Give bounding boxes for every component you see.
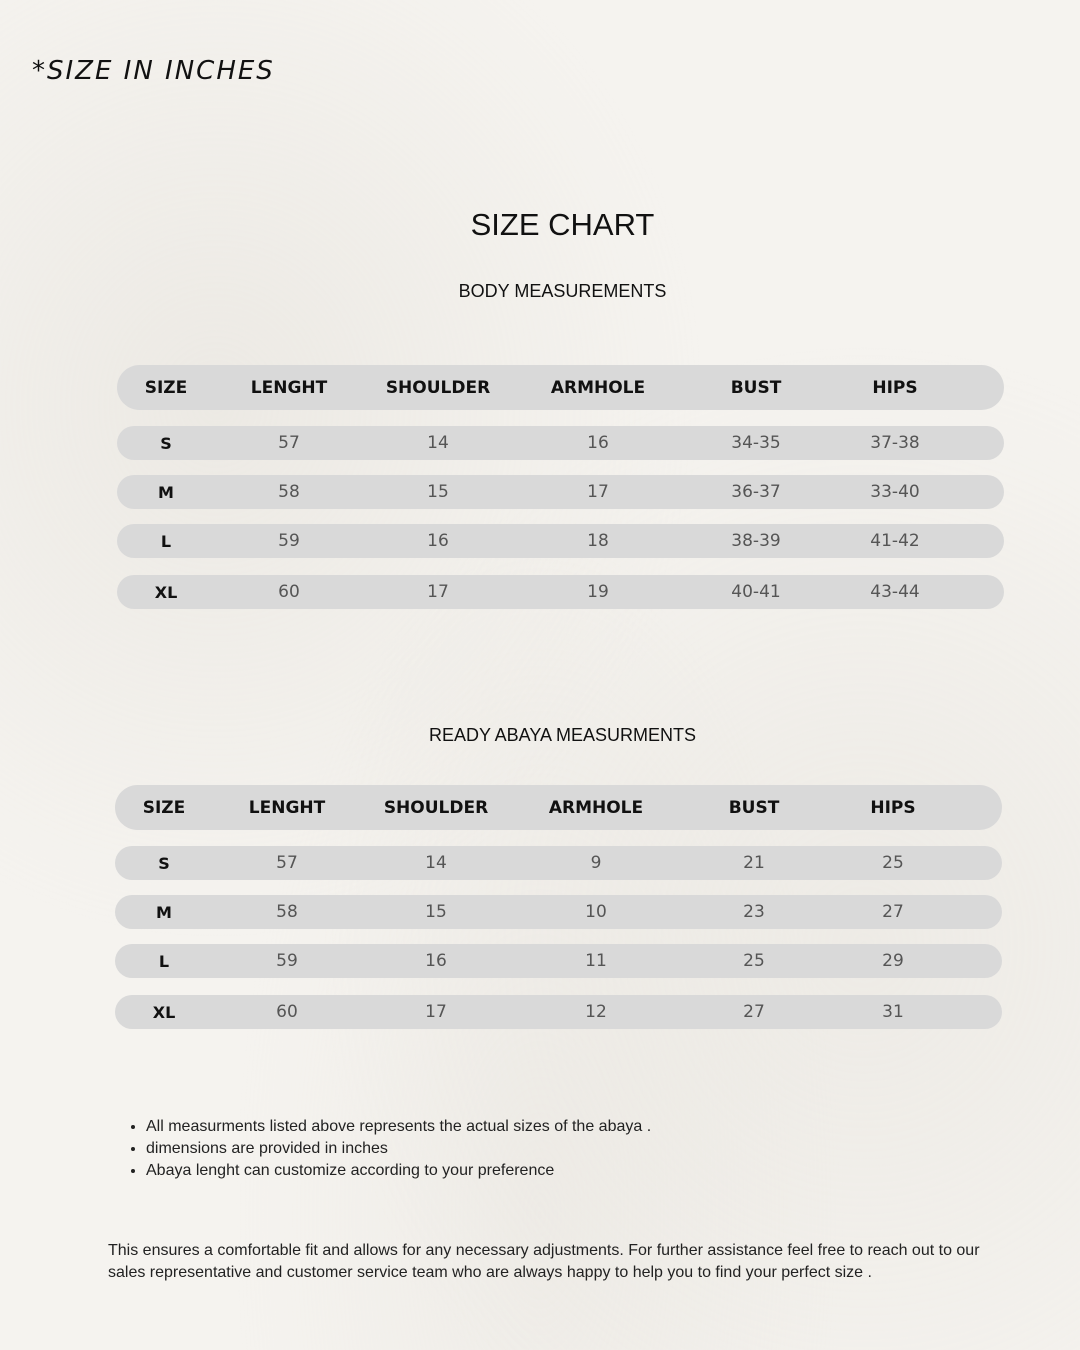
- table-header-row: [117, 365, 1004, 410]
- measurement-value: 40-41: [731, 582, 781, 602]
- measurement-value: 36-37: [731, 482, 781, 502]
- measurement-value: 29: [882, 951, 904, 971]
- column-header: ARMHOLE: [548, 797, 644, 818]
- size-label: M: [156, 902, 172, 922]
- measurement-value: 37-38: [870, 433, 920, 453]
- body-measurements-title: BODY MEASUREMENTS: [458, 281, 667, 301]
- measurement-value: 16: [427, 531, 449, 551]
- measurement-value: 59: [276, 951, 298, 971]
- measurement-value: 57: [276, 853, 298, 873]
- measurement-value: 41-42: [870, 531, 920, 551]
- notes-list: [108, 1116, 651, 1182]
- size-label: M: [158, 482, 174, 502]
- measurement-value: 11: [585, 951, 607, 971]
- measurement-value: 31: [882, 1002, 904, 1022]
- page-title: SIZE CHART: [470, 207, 655, 242]
- column-header: HIPS: [870, 797, 916, 818]
- size-label: XL: [154, 582, 178, 602]
- measurement-value: 14: [425, 853, 447, 873]
- column-header: SHOULDER: [383, 797, 489, 818]
- table-row: [117, 575, 1004, 609]
- column-header: LENGHT: [248, 797, 326, 818]
- column-header: LENGHT: [250, 377, 328, 398]
- measurement-value: 34-35: [731, 433, 781, 453]
- column-header: BUST: [730, 377, 782, 398]
- table-row: [115, 895, 1002, 929]
- table-row: [117, 524, 1004, 558]
- measurement-value: 17: [427, 582, 449, 602]
- measurement-value: 60: [278, 582, 300, 602]
- size-label: L: [160, 531, 172, 551]
- measurement-value: 25: [743, 951, 765, 971]
- measurement-value: 60: [276, 1002, 298, 1022]
- measurement-value: 15: [427, 482, 449, 502]
- table-row: [117, 475, 1004, 509]
- measurement-value: 19: [587, 582, 609, 602]
- column-header: SHOULDER: [385, 377, 491, 398]
- measurement-value: 59: [278, 531, 300, 551]
- measurement-value: 16: [587, 433, 609, 453]
- measurement-value: 9: [590, 853, 602, 873]
- measurement-value: 58: [278, 482, 300, 502]
- list-item: • Abaya lenght can customize according to your preference: [146, 1160, 651, 1182]
- column-header: BUST: [728, 797, 780, 818]
- column-header: SIZE: [142, 797, 186, 818]
- size-in-inches-note: *SIZE IN INCHES: [32, 56, 275, 86]
- size-label: S: [160, 433, 172, 453]
- measurement-value: 58: [276, 902, 298, 922]
- measurement-value: 17: [587, 482, 609, 502]
- measurement-value: 38-39: [731, 531, 781, 551]
- measurement-value: 21: [743, 853, 765, 873]
- list-item: • All measurments listed above represents the actual sizes of the abaya .: [146, 1116, 651, 1138]
- measurement-value: 27: [743, 1002, 765, 1022]
- measurement-value: 23: [743, 902, 765, 922]
- table-header-row: [115, 785, 1002, 830]
- column-header: HIPS: [872, 377, 918, 398]
- size-label: XL: [152, 1002, 176, 1022]
- column-header: SIZE: [144, 377, 188, 398]
- size-label: S: [158, 853, 170, 873]
- list-item: • dimensions are provided in inches: [146, 1138, 651, 1160]
- measurement-value: 43-44: [870, 582, 920, 602]
- table-row: [115, 846, 1002, 880]
- column-header: ARMHOLE: [550, 377, 646, 398]
- measurement-value: 25: [882, 853, 904, 873]
- measurement-value: 16: [425, 951, 447, 971]
- assistance-paragraph: This ensures a comfortable fit and allows for any necessary adjustments. For further assistance feel free to reach out to our sales representative and customer service team who are always happy to help you to find your perfect size .: [108, 1242, 980, 1281]
- measurement-value: 12: [585, 1002, 607, 1022]
- measurement-value: 17: [425, 1002, 447, 1022]
- abaya-measurements-title: READY ABAYA MEASURMENTS: [428, 725, 697, 745]
- measurement-value: 15: [425, 902, 447, 922]
- table-row: [115, 995, 1002, 1029]
- measurement-value: 33-40: [870, 482, 920, 502]
- measurement-value: 27: [882, 902, 904, 922]
- measurement-value: 10: [585, 902, 607, 922]
- measurement-value: 14: [427, 433, 449, 453]
- measurement-value: 18: [587, 531, 609, 551]
- table-row: [115, 944, 1002, 978]
- table-row: [117, 426, 1004, 460]
- measurement-value: 57: [278, 433, 300, 453]
- size-label: L: [158, 951, 170, 971]
